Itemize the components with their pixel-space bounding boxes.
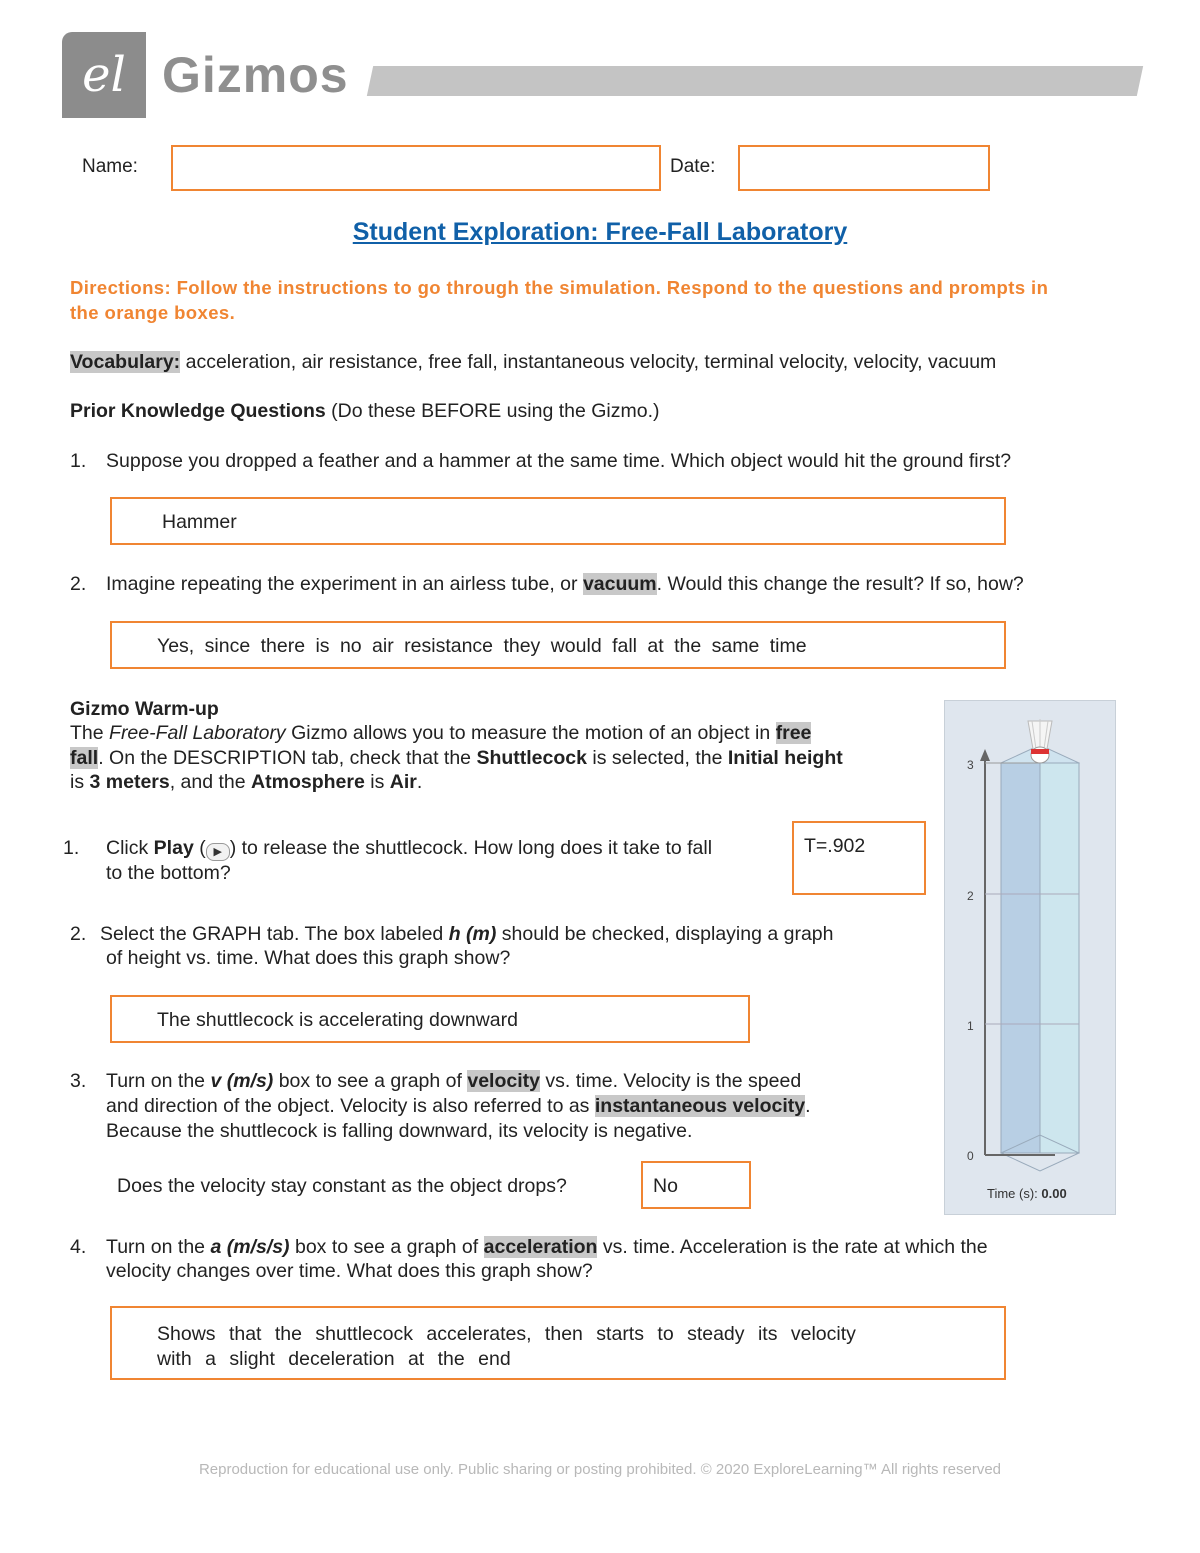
prior-q2-answer-box[interactable] xyxy=(110,621,1006,669)
warmup-text: Gizmo allows you to measure the motion of an object in xyxy=(285,722,776,744)
warmup-q1-c: ) to release the shuttlecock. How long does it take to fall xyxy=(229,837,713,859)
name-label: Name: xyxy=(82,156,138,177)
warmup-heading: Gizmo Warm-up xyxy=(70,698,219,720)
play-term: Play xyxy=(153,837,194,859)
prior-q1-text: Suppose you dropped a feather and a hammer at the same time. Which object would hit the ground first? xyxy=(106,450,1012,472)
prior-q2-post: . Would this change the result? If so, how? xyxy=(656,573,1024,595)
a-mss-term: a (m/s/s) xyxy=(210,1236,290,1258)
warmup-q1-b: ( xyxy=(193,837,206,859)
warmup-text: . xyxy=(416,771,423,793)
vocabulary-terms: acceleration, air resistance, free fall, instantaneous velocity, terminal velocity, velocity, vacuum xyxy=(180,351,997,373)
prior-heading: Prior Knowledge Questions xyxy=(70,400,326,422)
time-readout xyxy=(987,1186,1067,1201)
warmup-text: The xyxy=(70,722,110,744)
prior-note: (Do these BEFORE using the Gizmo.) xyxy=(325,400,660,422)
tick-label: 2 xyxy=(967,889,974,903)
page-title: Student Exploration: Free-Fall Laboratory xyxy=(352,218,848,246)
warmup-q3-a: Turn on the xyxy=(106,1070,211,1092)
vacuum-term: vacuum xyxy=(582,573,657,595)
warmup-q3-b: box to see a graph of xyxy=(273,1070,468,1092)
warmup-q3-answer-box[interactable] xyxy=(641,1161,751,1209)
air-term: Air xyxy=(389,771,417,793)
warmup-q4-text xyxy=(106,1235,1166,1283)
warmup-q4-b: box to see a graph of xyxy=(289,1236,484,1258)
prior-q2-text xyxy=(106,572,1166,596)
prior-q2-answer: Yes, since there is no air resistance they would fall at the same time xyxy=(157,635,807,657)
vocabulary-line xyxy=(70,350,1150,374)
brand-name: Gizmos xyxy=(162,47,349,103)
free-term: free xyxy=(775,722,812,744)
warmup-paragraph xyxy=(70,721,930,795)
atmosphere-term: Atmosphere xyxy=(251,771,365,793)
directions-text: Directions: Follow the instructions to go through the simulation. Respond to the questions and prompts in the orange boxes. xyxy=(70,277,1049,323)
v-ms-term: v (m/s) xyxy=(210,1070,274,1092)
warmup-q4-answer-line2: with a slight deceleration at the end xyxy=(157,1348,511,1370)
tick-label: 3 xyxy=(967,758,974,772)
tube-front xyxy=(1001,763,1040,1153)
date-field[interactable] xyxy=(738,145,990,191)
warmup-q2-c: of height vs. time. What does this graph show? xyxy=(106,947,511,969)
warmup-q4-answer-line1: Shows that the shuttlecock accelerates, then starts to steady its velocity xyxy=(157,1323,856,1345)
gizmo-name: Free-Fall Laboratory xyxy=(109,722,286,744)
warmup-q1-text xyxy=(106,836,786,885)
prior-q1-answer-box[interactable] xyxy=(110,497,1006,545)
warmup-q3-d: and direction of the object. Velocity is also referred to as xyxy=(106,1095,595,1117)
fall-term: fall xyxy=(70,746,99,769)
axis-arrow-icon xyxy=(980,749,990,761)
initial-height-term: Initial height xyxy=(727,746,843,769)
prior-q1-number: 1. xyxy=(70,450,87,472)
play-icon: ▶ xyxy=(206,843,230,861)
warmup-q4-answer-box[interactable] xyxy=(110,1306,1006,1380)
time-value: 0.00 xyxy=(1041,1186,1067,1201)
warmup-q3-f: Because the shuttlecock is falling downward, its velocity is negative. xyxy=(106,1120,693,1142)
warmup-q3-answer: No xyxy=(653,1175,678,1197)
prior-q2-number: 2. xyxy=(70,573,87,595)
warmup-q1-d: to the bottom? xyxy=(106,862,231,884)
prior-heading-line xyxy=(70,399,660,423)
warmup-q1-answer-box[interactable] xyxy=(792,821,926,895)
simulation-image xyxy=(944,700,1116,1215)
warmup-q4-number: 4. xyxy=(70,1236,87,1258)
tick-label: 1 xyxy=(967,1019,974,1033)
h-m-term: h (m) xyxy=(448,923,497,945)
warmup-q2-answer: The shuttlecock is accelerating downward xyxy=(157,1009,518,1031)
warmup-q2-text xyxy=(100,922,940,970)
warmup-q3-text xyxy=(106,1069,936,1144)
shuttlecock-icon xyxy=(1028,719,1052,763)
warmup-text: is selected, the xyxy=(586,746,728,769)
warmup-q1-number: 1. xyxy=(63,837,80,859)
warmup-q2-answer-box[interactable] xyxy=(110,995,750,1043)
velocity-term: velocity xyxy=(467,1070,540,1092)
footer-notice: Reproduction for educational use only. Public sharing or posting prohibited. © 2020 ExploreLearning™ All rights reserved xyxy=(198,1461,1002,1478)
three-meters-term: 3 meters xyxy=(89,771,170,793)
vocabulary-label: Vocabulary: xyxy=(70,351,181,373)
warmup-q3-subquestion: Does the velocity stay constant as the object drops? xyxy=(117,1175,567,1197)
warmup-q1-answer: T=.902 xyxy=(804,835,866,857)
date-label: Date: xyxy=(670,156,716,177)
instantaneous-velocity-term: instantaneous velocity xyxy=(594,1095,806,1117)
logo-icon: el xyxy=(82,47,126,103)
warmup-q3-e: . xyxy=(805,1095,811,1117)
warmup-q2-b: should be checked, displaying a graph xyxy=(496,923,834,945)
warmup-q2-number: 2. xyxy=(70,923,87,945)
warmup-q3-c: vs. time. Velocity is the speed xyxy=(539,1070,802,1092)
warmup-q4-d: velocity changes over time. What does this graph show? xyxy=(106,1260,593,1282)
warmup-text: is xyxy=(364,771,390,793)
warmup-q4-c: vs. time. Acceleration is the rate at which the xyxy=(597,1236,988,1258)
tube-side xyxy=(1040,763,1079,1153)
name-field[interactable] xyxy=(171,145,661,191)
warmup-q2-a: Select the GRAPH tab. The box labeled xyxy=(100,923,449,945)
prior-q2-pre: Imagine repeating the experiment in an airless tube, or xyxy=(106,573,583,595)
warmup-q4-answer xyxy=(157,1322,967,1372)
prior-q1-answer: Hammer xyxy=(162,511,237,533)
warmup-text: . On the DESCRIPTION tab, check that the xyxy=(98,746,477,769)
warmup-q1-a: Click xyxy=(106,837,154,859)
acceleration-term: acceleration xyxy=(483,1236,598,1258)
tick-label: 0 xyxy=(967,1149,974,1163)
free-fall-tube-illustration xyxy=(945,701,1117,1216)
warmup-text: , and the xyxy=(169,771,252,793)
warmup-q4-a: Turn on the xyxy=(106,1236,211,1258)
time-label: Time (s): xyxy=(987,1186,1042,1201)
shuttlecock-term: Shuttlecock xyxy=(476,746,587,769)
warmup-q3-number: 3. xyxy=(70,1070,87,1092)
header-bar xyxy=(367,66,1143,96)
warmup-text: is xyxy=(70,771,90,793)
